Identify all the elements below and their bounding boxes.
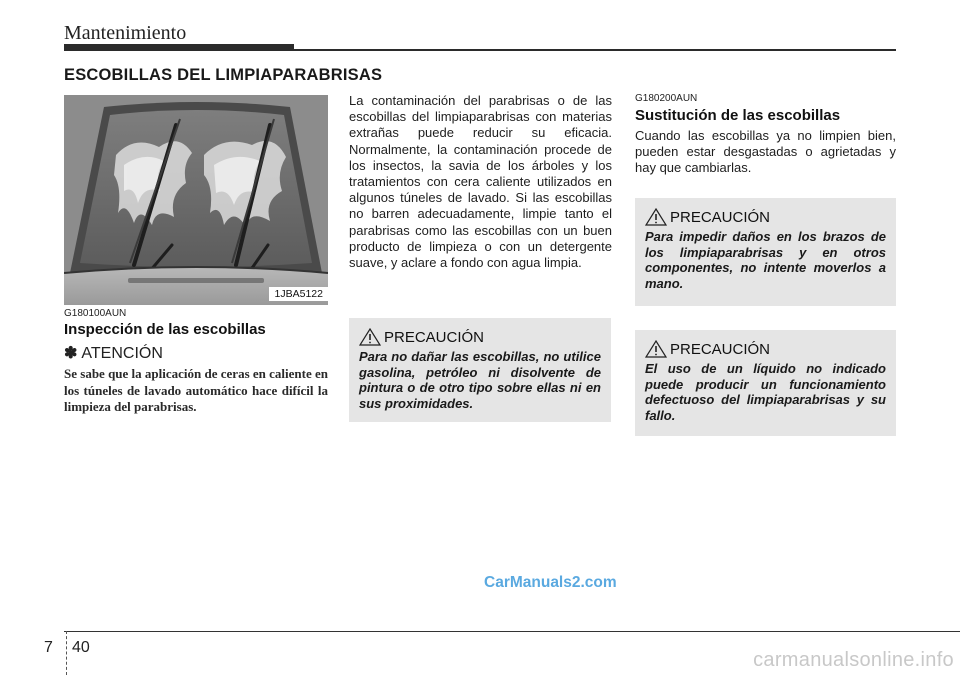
footer-rule <box>64 631 960 632</box>
attention-title: ATENCIÓN <box>81 345 163 362</box>
section-code: G180200AUN <box>635 93 698 104</box>
warning-triangle-icon <box>359 328 381 346</box>
header-rule-thick <box>64 44 294 51</box>
caution-box-arms <box>635 198 896 306</box>
replacement-heading: Sustitución de las escobillas <box>635 107 841 124</box>
footer-divider <box>66 631 67 675</box>
windshield-illustration <box>64 95 328 305</box>
caution-title: PRECAUCIÓN <box>670 341 771 358</box>
caution-header <box>645 340 886 358</box>
caution-box-solvents <box>349 318 611 422</box>
caution-text: Para impedir daños en los brazos de los limpiaparabrisas y en otros componentes, no intente moverlos a mano. <box>645 229 886 291</box>
warning-triangle-icon <box>645 340 667 358</box>
attention-text: Se sabe que la aplicación de ceras en caliente en los túneles de lavado automático hace difícil la limpieza del parabrisas. <box>64 366 328 414</box>
header-rule-thin <box>294 49 896 51</box>
caution-title: PRECAUCIÓN <box>384 329 485 346</box>
caution-text: Para no dañar las escobillas, no utilice gasolina, petróleo ni disolvente de pintura o de otro tipo sobre ellas ni en sus proximidades. <box>359 349 601 411</box>
section-title: ESCOBILLAS DEL LIMPIAPARABRISAS <box>64 66 383 84</box>
windshield-drawing <box>64 95 328 305</box>
attention-star-icon: ✽ <box>64 345 78 362</box>
contamination-paragraph: La contaminación del parabrisas o de las escobillas del limpiaparabrisas con materias extrañas puede reducir su eficacia. Normalmente, la contaminación procede de los insectos, la savia de los árboles y los tratamientos con cera caliente utilizados en algunos túneles de lavado. Si las escobillas no barren adecuadamente, limpie tanto el parabrisas como las escobillas con un buen producto de limpieza o con un detergente suave, y aclare a fondo con agua limpia. <box>349 93 612 271</box>
caution-header <box>645 208 886 226</box>
caution-text: El uso de un líquido no indicado puede producir un funcionamiento defectuoso del limpiaparabrisas y su fallo. <box>645 361 886 423</box>
chapter-title: Mantenimiento <box>64 22 187 44</box>
caution-header <box>359 328 601 346</box>
footer-site-link[interactable]: carmanualsonline.info <box>753 649 954 671</box>
section-code: G180100AUN <box>64 308 127 319</box>
page-number: 40 <box>72 639 90 656</box>
chapter-number: 7 <box>44 639 53 656</box>
inspection-heading: Inspección de las escobillas <box>64 321 266 338</box>
replacement-paragraph: Cuando las escobillas ya no limpien bien, pueden estar desgastadas o agrietadas y hay que cambiarlas. <box>635 128 896 176</box>
watermark-link[interactable]: CarManuals2.com <box>484 574 617 591</box>
figure-code: 1JBA5122 <box>269 287 328 301</box>
caution-box-fluid <box>635 330 896 436</box>
warning-triangle-icon <box>645 208 667 226</box>
caution-title: PRECAUCIÓN <box>670 209 771 226</box>
attention-heading <box>64 343 163 363</box>
